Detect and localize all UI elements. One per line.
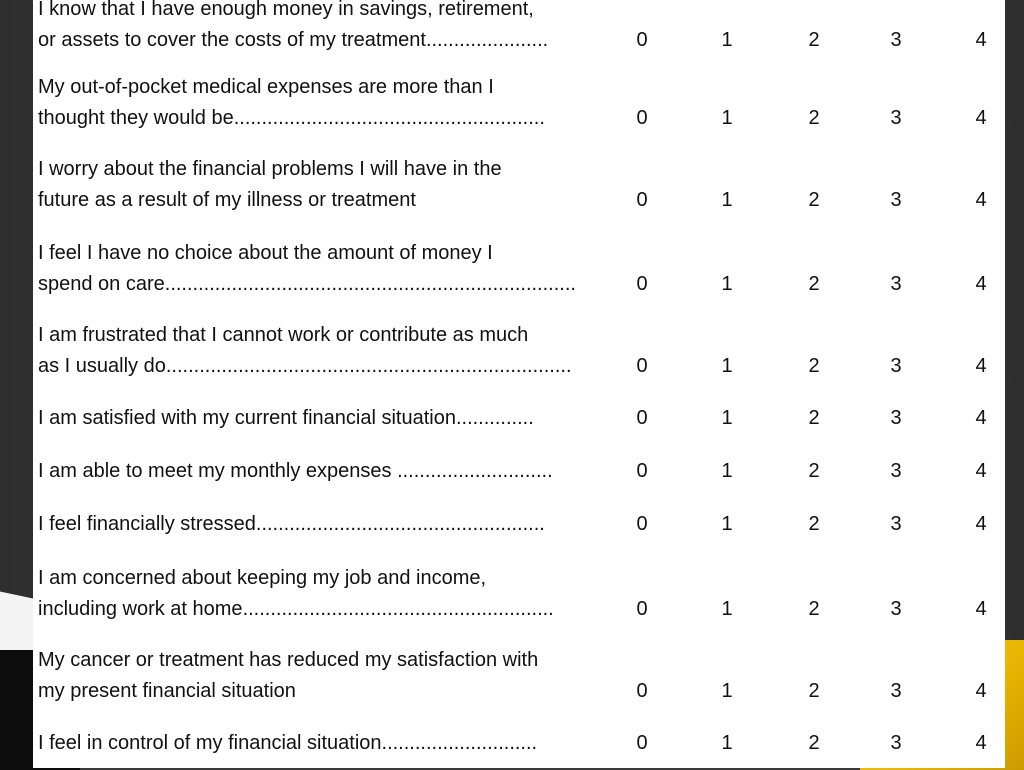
leader-dots: ...................... xyxy=(425,29,549,51)
item-line-2: or assets to cover the costs of my treatment xyxy=(38,29,426,51)
item-text xyxy=(38,456,623,487)
score-0[interactable]: 0 xyxy=(636,355,648,377)
score-1[interactable]: 1 xyxy=(721,107,733,129)
score-3[interactable]: 3 xyxy=(890,29,902,51)
score-1[interactable]: 1 xyxy=(721,189,733,211)
score-3[interactable]: 3 xyxy=(890,598,902,620)
item-line-2: my present financial situation xyxy=(38,680,296,702)
score-2[interactable]: 2 xyxy=(808,680,820,702)
score-3[interactable]: 3 xyxy=(890,273,902,295)
score-2[interactable]: 2 xyxy=(808,732,820,754)
score-4[interactable]: 4 xyxy=(975,29,987,51)
score-0[interactable]: 0 xyxy=(636,407,648,429)
item-text xyxy=(38,320,623,382)
score-0[interactable]: 0 xyxy=(636,680,648,702)
leader-dots: ........................................................ xyxy=(233,107,545,129)
score-1[interactable]: 1 xyxy=(721,355,733,377)
item-line-1: I know that I have enough money in savings, retirement, xyxy=(38,0,534,20)
item-line-2: thought they would be xyxy=(38,107,234,129)
item-text xyxy=(38,72,623,134)
score-2[interactable]: 2 xyxy=(808,460,820,482)
score-0[interactable]: 0 xyxy=(636,460,648,482)
score-3[interactable]: 3 xyxy=(890,732,902,754)
questionnaire-document xyxy=(33,0,1005,768)
item-line-1: I am concerned about keeping my job and income, xyxy=(38,567,487,589)
score-2[interactable]: 2 xyxy=(808,107,820,129)
score-4[interactable]: 4 xyxy=(975,273,987,295)
score-2[interactable]: 2 xyxy=(808,355,820,377)
item-line-1: My out-of-pocket medical expenses are more than I xyxy=(38,76,494,98)
score-0[interactable]: 0 xyxy=(636,273,648,295)
score-1[interactable]: 1 xyxy=(721,29,733,51)
item-line-1: I am satisfied with my current financial situation xyxy=(38,407,456,429)
leader-dots: ............................ xyxy=(381,732,538,754)
score-3[interactable]: 3 xyxy=(890,407,902,429)
item-line-1: My cancer or treatment has reduced my satisfaction with xyxy=(38,649,539,671)
score-4[interactable]: 4 xyxy=(975,513,987,535)
score-3[interactable]: 3 xyxy=(890,460,902,482)
score-3[interactable]: 3 xyxy=(890,107,902,129)
score-1[interactable]: 1 xyxy=(721,407,733,429)
leader-dots: ......................................................................... xyxy=(165,355,572,377)
item-text xyxy=(38,403,623,434)
score-1[interactable]: 1 xyxy=(721,680,733,702)
score-1[interactable]: 1 xyxy=(721,732,733,754)
score-4[interactable]: 4 xyxy=(975,355,987,377)
score-3[interactable]: 3 xyxy=(890,680,902,702)
item-line-1: I worry about the financial problems I will have in the xyxy=(38,158,502,180)
score-2[interactable]: 2 xyxy=(808,29,820,51)
score-4[interactable]: 4 xyxy=(975,460,987,482)
score-2[interactable]: 2 xyxy=(808,513,820,535)
item-line-1: I feel in control of my financial situation xyxy=(38,732,382,754)
item-text xyxy=(38,509,623,540)
item-line-1: I am frustrated that I cannot work or contribute as much xyxy=(38,324,529,346)
item-line-1: I feel I have no choice about the amount of money I xyxy=(38,242,493,264)
score-4[interactable]: 4 xyxy=(975,107,987,129)
score-3[interactable]: 3 xyxy=(890,355,902,377)
score-0[interactable]: 0 xyxy=(636,189,648,211)
item-line-2: including work at home xyxy=(38,598,243,620)
leader-dots: .............. xyxy=(455,407,534,429)
score-4[interactable]: 4 xyxy=(975,732,987,754)
score-2[interactable]: 2 xyxy=(808,598,820,620)
leader-dots: .......................................................................... xyxy=(164,273,576,295)
score-0[interactable]: 0 xyxy=(636,598,648,620)
score-4[interactable]: 4 xyxy=(975,407,987,429)
item-line-1: I feel financially stressed xyxy=(38,513,256,535)
item-text xyxy=(38,0,623,56)
score-3[interactable]: 3 xyxy=(890,189,902,211)
item-text xyxy=(38,238,623,300)
score-0[interactable]: 0 xyxy=(636,107,648,129)
score-0[interactable]: 0 xyxy=(636,513,648,535)
item-text xyxy=(38,563,623,625)
item-text xyxy=(38,154,623,216)
leader-dots: ........................................................ xyxy=(242,598,554,620)
item-line-2: spend on care xyxy=(38,273,165,295)
score-1[interactable]: 1 xyxy=(721,273,733,295)
score-1[interactable]: 1 xyxy=(721,460,733,482)
item-text xyxy=(38,645,623,707)
score-2[interactable]: 2 xyxy=(808,189,820,211)
item-line-2: as I usually do xyxy=(38,355,166,377)
score-2[interactable]: 2 xyxy=(808,273,820,295)
item-text xyxy=(38,728,623,759)
leader-dots: .................................................... xyxy=(255,513,545,535)
leader-dots: ............................ xyxy=(397,460,553,482)
score-3[interactable]: 3 xyxy=(890,513,902,535)
score-1[interactable]: 1 xyxy=(721,513,733,535)
score-4[interactable]: 4 xyxy=(975,189,987,211)
score-4[interactable]: 4 xyxy=(975,680,987,702)
score-2[interactable]: 2 xyxy=(808,407,820,429)
item-line-2: future as a result of my illness or treatment xyxy=(38,189,416,211)
score-0[interactable]: 0 xyxy=(636,29,648,51)
score-4[interactable]: 4 xyxy=(975,598,987,620)
score-0[interactable]: 0 xyxy=(636,732,648,754)
item-line-1: I am able to meet my monthly expenses xyxy=(38,460,392,482)
score-1[interactable]: 1 xyxy=(721,598,733,620)
